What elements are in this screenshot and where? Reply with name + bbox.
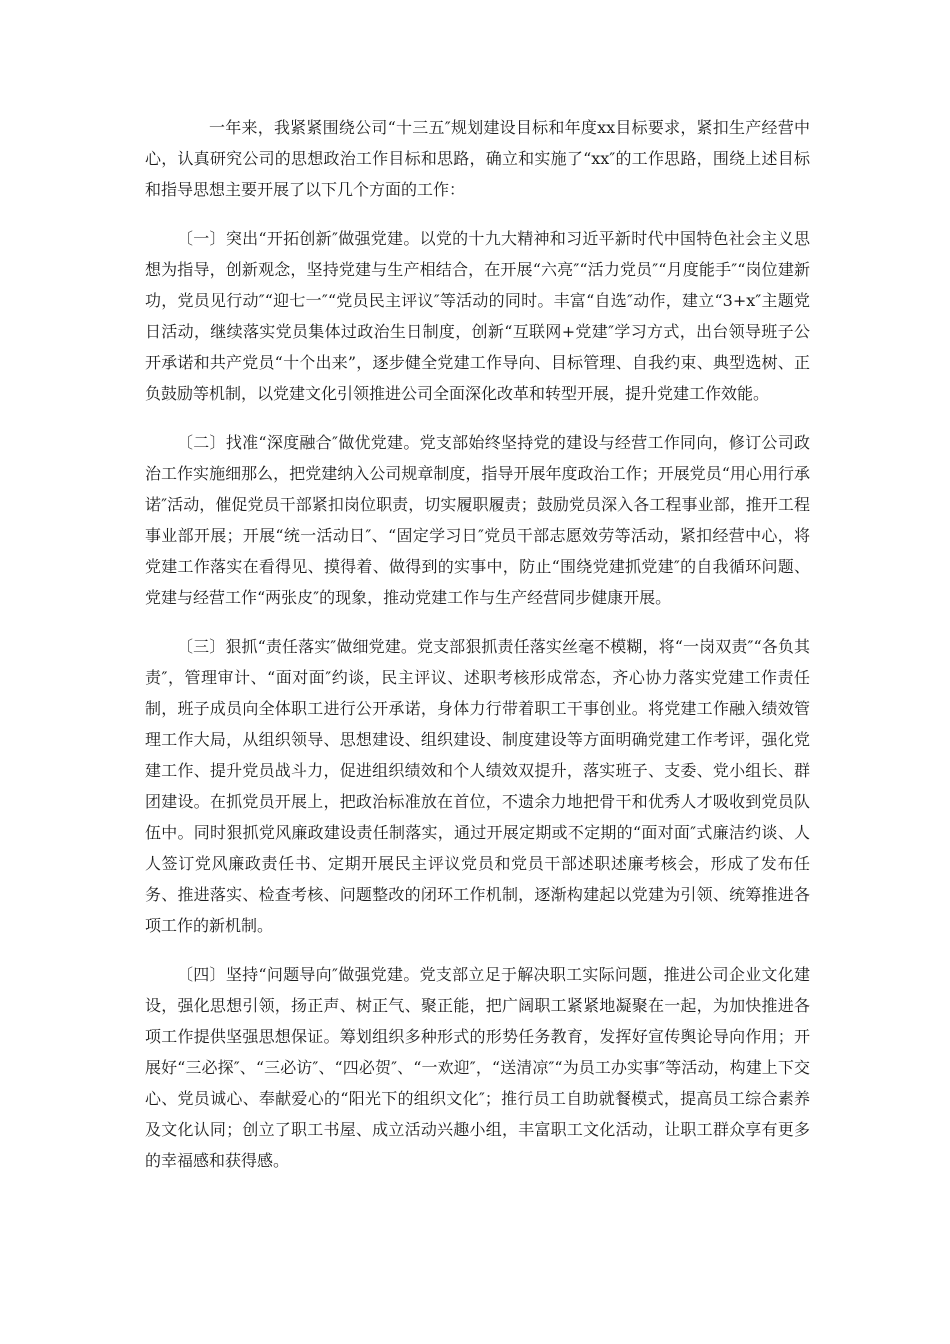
section-2-paragraph: 〔二〕找准“深度融合″做优党建。党支部始终坚持党的建设与经营工作同向，修订公司政治工作实施细那么，把党建纳入公司规章制度，指导开展年度政治工作；开展党员“用心用行承诺″活动，催促党员干部紧扣岗位职责，切实履职履责；鼓励党员深入各工程事业部，推开工程事业部开展；开展“统一活动日″、“固定学习日″党员干部志愿效劳等活动，紧扣经营中心，将党建工作落实在看得见、摸得着、做得到的实事中，防止“围绕党建抓党建″的自我循环问题、党建与经营工作“两张皮″的现象，推动党建工作与生产经营同步健康开展。 (145, 433, 810, 607)
document-body (145, 112, 810, 1194)
intro-paragraph: 一年来，我紧紧围绕公司“十三五″规划建设目标和年度xx目标要求，紧扣生产经营中心，认真研究公司的思想政治工作目标和思路，确立和实施了“xx″的工作思路，围绕上述目标和指导思想主要开展了以下几个方面的工作： (145, 118, 810, 199)
section-3-paragraph: 〔三〕狠抓“责任落实″做细党建。党支部狠抓责任落实丝毫不模糊，将“一岗双责″“各负其责″，管理审计、“面对面″约谈，民主评议、述职考核形成常态，齐心协力落实党建工作责任制，班子成员向全体职工进行公开承诺，身体力行带着职工干事创业。将党建工作融入绩效管理工作大局，从组织领导、思想建设、组织建设、制度建设等方面明确党建工作考评，强化党建工作、提升党员战斗力，促进组织绩效和个人绩效双提升，落实班子、支委、党小组长、群团建设。在抓党员开展上，把政治标准放在首位，不遗余力地把骨干和优秀人才吸收到党员队伍中。同时狠抓党风廉政建设责任制落实，通过开展定期或不定期的“面对面″式廉洁约谈、人人签订党风廉政责任书、定期开展民主评议党员和党员干部述职述廉考核会，形成了发布任务、推进落实、检查考核、问题整改的闭环工作机制，逐渐构建起以党建为引领、统筹推进各项工作的新机制。 (145, 637, 810, 935)
section-4-paragraph: 〔四〕坚持“问题导向″做强党建。党支部立足于解决职工实际问题，推进公司企业文化建设，强化思想引领，扬正声、树正气、聚正能，把广阔职工紧紧地凝聚在一起，为加快推进各项工作提供坚强思想保证。筹划组织多种形式的形势任务教育，发挥好宣传舆论导向作用；开展好“三必探″、“三必访″、“四必贺″、“一欢迎″，“送清凉″“为员工办实事″等活动，构建上下交心、党员诚心、奉献爱心的“阳光下的组织文化″；推行员工自助就餐模式，提高员工综合素养及文化认同；创立了职工书屋、成立活动兴趣小组，丰富职工文化活动，让职工群众享有更多的幸福感和获得感。 (145, 965, 810, 1170)
section-1-paragraph: 〔一〕突出“开拓创新″做强党建。以党的十九大精神和习近平新时代中国特色社会主义思想为指导，创新观念，坚持党建与生产相结合，在开展“六亮″“活力党员″“月度能手″“岗位建新功，党员见行动″“迎七一″“党员民主评议″等活动的同时。丰富“自选″动作，建立“3+x″主题党日活动，继续落实党员集体过政治生日制度，创新“互联网+党建″学习方式，出台领导班子公开承诺和共产党员“十个出来”，逐步健全党建工作导向、目标管理、自我约束、典型选树、正负鼓励等机制，以党建文化引领推进公司全面深化改革和转型开展，提升党建工作效能。 (145, 229, 810, 403)
